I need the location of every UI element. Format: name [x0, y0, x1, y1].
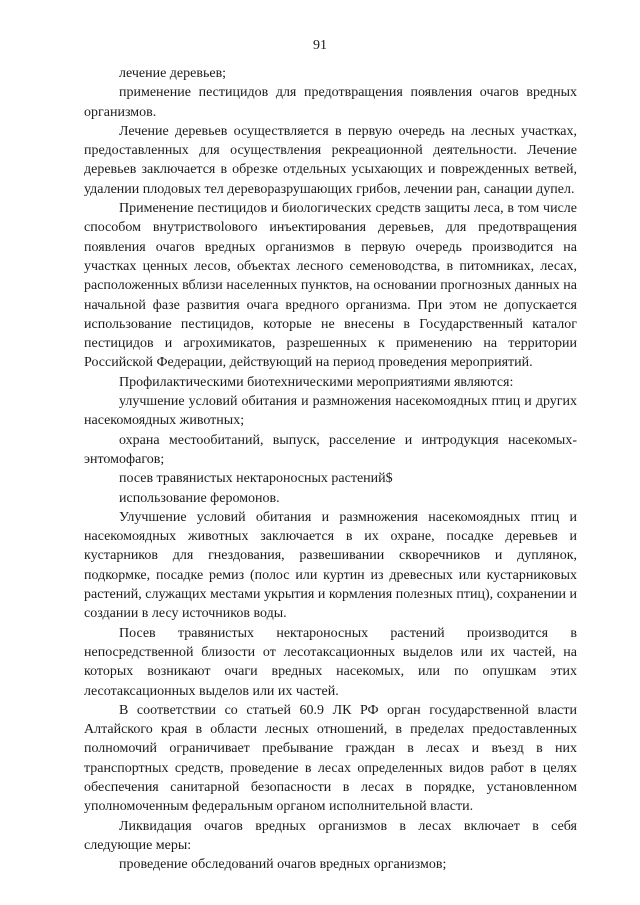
paragraph: проведение обследований очагов вредных организмов;	[119, 857, 447, 873]
paragraph: посев травянистых нектароносных растений$	[119, 471, 393, 487]
paragraph: Применение пестицидов и биологических средств защиты леса, в том числе способом внутриствolового инъектирования деревьев, для предотвращения появления очагов вредных организмов в первую очередь производится на участках ценных лесов, объектах лесного семеноводства, в питомниках, лесах, расположенных вблизи населенных пунктов, на основании прогнозных данных на начальной фазе развития очага вредного организма. При этом не допускается использование пестицидов, которые не внесены в Государственный каталог пестицидов и агрохимикатов, разрешенных к применению на территории Российской Федерации, действующий на период проведения мероприятий.	[84, 201, 577, 371]
paragraph: применение пестицидов для предотвращения появления очагов вредных организмов.	[84, 85, 577, 120]
paragraph: Ликвидация очагов вредных организмов в лесах включает в себя следующие меры:	[84, 818, 577, 853]
paragraph: лечение деревьев;	[119, 66, 227, 81]
paragraph: улучшение условий обитания и размножения насекомоядных птиц и других насекомоядных животных;	[84, 394, 577, 429]
paragraph: В соответствии со статьей 60.9 ЛК РФ орган государственной власти Алтайского края в области лесных отношений, в пределах предоставленных полномочий ограничивает пребывание граждан в лесах и въезд в них транспортных средств, проведение в лесах определенных видов работ в целях обеспечения санитарной безопасности в лесах в порядке, установленном уполномоченным федеральным органом исполнительной власти.	[84, 702, 577, 815]
document-body	[84, 64, 577, 874]
paragraph: Лечение деревьев осуществляется в первую очередь на лесных участках, предоставленных для осуществления рекреационной деятельности. Лечение деревьев заключается в обрезке отдельных усыхающих и поврежденных ветвей, удалении плодовых тел дереворазрушающих грибов, лечении ран, санации дупел.	[84, 123, 577, 197]
paragraph: использование феромонов.	[119, 490, 280, 506]
paragraph: Посев травянистых нектароносных растений производится в непосредственной близости от лесотаксационных выделов или их частей, на которых возникают очаги вредных насекомых, или по опушкам этих лесотаксационных выделов или их частей.	[84, 625, 577, 699]
paragraph: охрана местообитаний, выпуск, расселение и интродукция насекомых-энтомофагов;	[84, 432, 577, 467]
paragraph: Улучшение условий обитания и размножения насекомоядных птиц и насекомоядных животных заключается в их охране, посадке деревьев и кустарников для гнездования, развешивании скворечников и дуплянок, подкормке, посадке ремиз (полос или куртин из древесных или кустарниковых растений, служащих местами укрытия и кормления полезных птиц), сохранении и создании в лесу источников воды.	[84, 509, 577, 622]
page-number: 91	[313, 38, 327, 53]
paragraph: Профилактическими биотехническими мероприятиями являются:	[119, 374, 514, 390]
